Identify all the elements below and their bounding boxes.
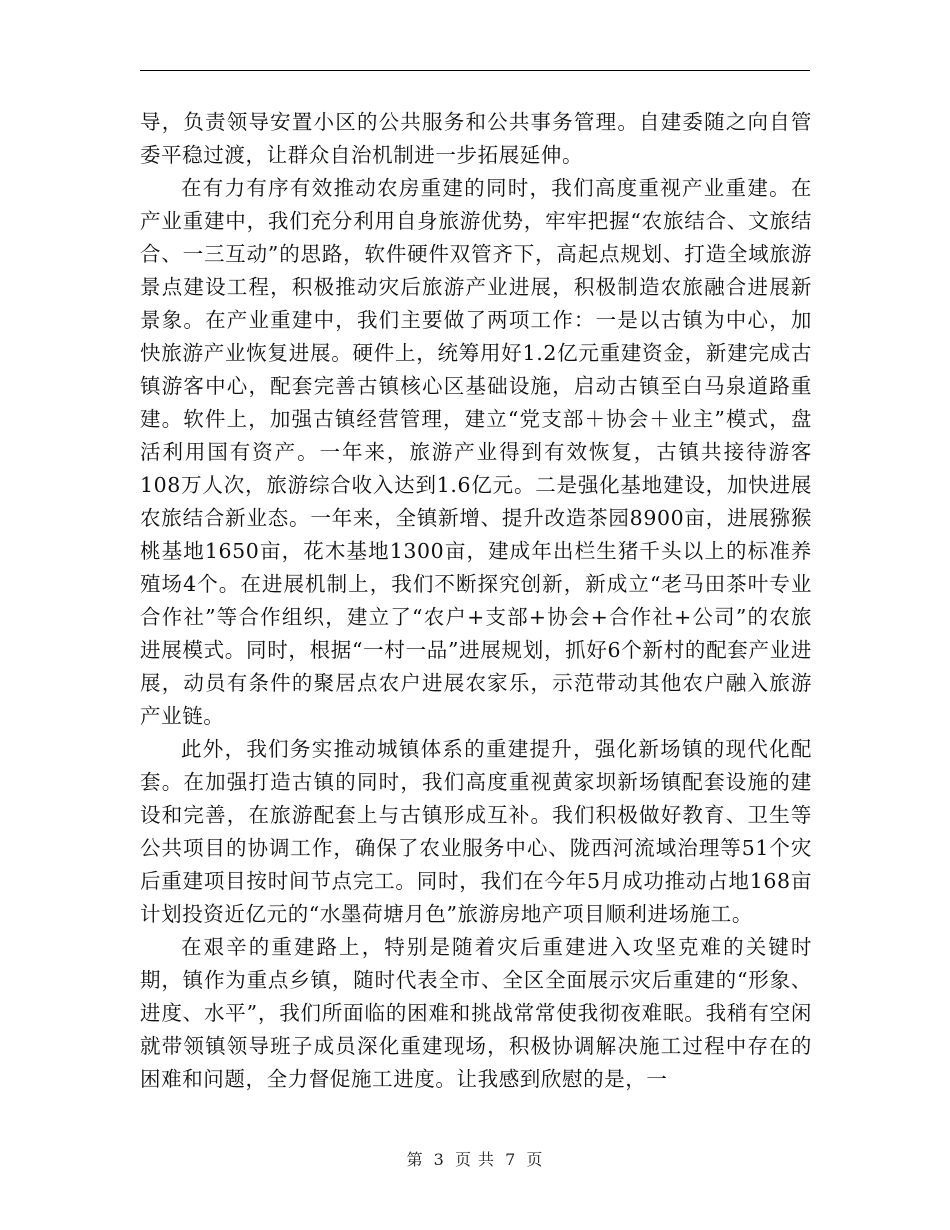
current-page-number: 3 <box>433 1150 445 1169</box>
paragraph-industry-rebuild: 在有力有序有效推动农房重建的同时，我们高度重视产业重建。在产业重建中，我们充分利用自身旅游优势，牢牢把握“农旅结合、文旅结合、一三互动”的思路，软件硬件双管齐下，高起点规划、打造全域旅游景点建设工程，积极推动灾后旅游产业进展，积极制造农旅融合进展新景象。在产业重建中，我们主要做了两项工作：一是以古镇为中心，加快旅游产业恢复进展。硬件上，统筹用好1.2亿元重建资金，新建完成古镇游客中心，配套完善古镇核心区基础设施，启动古镇至白马泉道路重建。软件上，加强古镇经营管理，建立“党支部＋协会＋业主”模式，盘活利用国有资产。一年来，旅游产业得到有效恢复，古镇共接待游客108万人次，旅游综合收入达到1.6亿元。二是强化基地建设，加快进展农旅结合新业态。一年来，全镇新增、提升改造茶园8900亩，进展猕猴桃基地1650亩，花木基地1300亩，建成年出栏生猪千头以上的标准养殖场4个。在进展机制上，我们不断探究创新，新成立“老马田茶叶专业合作社”等合作组织，建立了“农户+支部+协会+合作社+公司”的农旅进展模式。同时，根据“一村一品”进展规划，抓好6个新村的配套产业进展，动员有条件的聚居点农户进展农家乐，示范带动其他农户融入旅游产业链。 <box>140 176 812 728</box>
paragraph-town-system: 此外，我们务实推动城镇体系的重建提升，强化新场镇的现代化配套。在加强打造古镇的同时，我们高度重视黄家坝新场镇配套设施的建设和完善，在旅游配套上与古镇形成互补。我们积极做好教育、卫生等公共项目的协调工作，确保了农业服务中心、陇西河流域治理等51个灾后重建项目按时间节点完工。同时，我们在今年5月成功推动占地168亩计划投资近亿元的“水墨荷塘月色”旅游房地产项目顺利进场施工。 <box>140 737 812 926</box>
page-footer <box>0 1147 950 1170</box>
footer-suffix: 页 <box>526 1150 544 1169</box>
document-body <box>140 106 812 1096</box>
footer-prefix: 第 <box>406 1150 424 1169</box>
header-rule <box>140 70 810 71</box>
paragraph-continued: 导，负责领导安置小区的公共服务和公共事务管理。自建委随之向自管委平稳过渡，让群众自治机制进一步拓展延伸。 <box>140 110 812 167</box>
paragraph-hard-road: 在艰辛的重建路上，特别是随着灾后重建进入攻坚克难的关键时期，镇作为重点乡镇，随时代表全市、全区全面展示灾后重建的“形象、进度、水平”，我们所面临的困难和挑战常常使我彻夜难眠。我稍有空闲就带领镇领导班子成员深化重建现场，积极协调解决施工过程中存在的困难和问题，全力督促施工进度。让我感到欣慰的是，一 <box>140 935 812 1091</box>
footer-middle: 页 共 <box>454 1150 496 1169</box>
total-pages-number: 7 <box>505 1150 517 1169</box>
